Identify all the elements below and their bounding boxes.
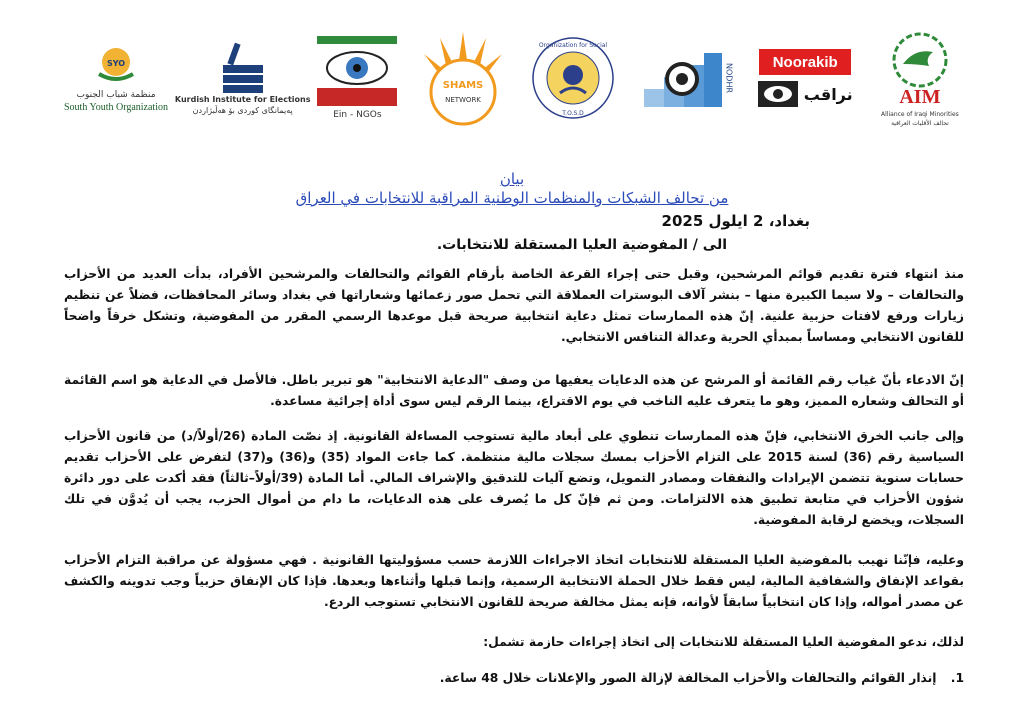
sun-icon [420,30,506,126]
kurdish-caption-ar: پەیمانگای کوردی بۆ هەڵبژاردن [192,106,293,115]
tosd-seal-icon [530,35,616,121]
nodhr-text: NODHR [724,62,734,93]
svg-text:T.O.S.D: T.O.S.D [562,110,584,117]
aim-caption: Alliance of Iraqi Minorities [881,110,959,118]
shams-network-logo [417,30,509,126]
nodhr-logo [637,49,741,107]
syo-emblem-icon [91,44,141,88]
statement-title: بيان [499,170,525,188]
aim-logo [870,30,970,127]
list-item [64,668,964,689]
kurdish-caption: Kurdish Institute for Elections [174,95,311,104]
ballot-box-icon [217,41,269,93]
kurdish-institute-logo [174,41,311,115]
ein-caption: Ein - NGOs [333,110,382,120]
addressee: الى / المفوضية العليا المستقلة للانتخابات. [436,237,727,253]
noorakib-banner [759,49,851,75]
list-item-text: إنذار القوائم والتحالفات والأحزاب المخالفة لإزالة الصور والإعلانات خلال 48 ساعة. [439,671,937,685]
logos-row [60,28,970,128]
eye-icon [758,81,798,107]
syo-caption-ar: منظمة شباب الجنوب [76,89,156,100]
paragraph-4: وعليه، فإنّنا نهيب بالمفوضية العليا المستقلة للانتخابات اتخاذ الاجراءات اللازمة حسب مسؤوليتها القانونية . فهي مسؤولة عن مراقبة التزام الأحزاب بقواعد الإنفاق والشفافية المالية، ليس فقط خلال الحملة الانتخابية الرسمية، وإنما قبلها وأثناءها وبعدها. فإذا كان الإنفاق حزبياً وجب تدوينه والكشف عن مصدر أمواله، وإذا كان انتخابياً سابقاً لأوانه، فإنه يمثل مخالفة صريحة للقانون الانتخابي تستوجب الردع. [64,553,964,609]
svg-text:SYO: SYO [106,58,126,68]
syo-logo [60,44,172,113]
dove-icon [885,30,955,92]
aim-caption-ar: تحالف الأقليات العراقية [891,119,949,127]
eye-globe-icon [317,36,397,108]
statement-subtitle: من تحالف الشبكات والمنظمات الوطنية المراقبة للانتخابات في العراق [295,189,729,207]
noorakib-text: Noorakib [772,53,838,71]
ein-network-logo [313,36,401,120]
paragraph-5: لذلك، ندعو المفوضية العليا المستقلة للانتخابات إلى اتخاذ إجراءات حازمة تشمل: [483,635,964,649]
svg-text:NETWORK: NETWORK [445,96,482,104]
tosd-logo [525,35,621,121]
magnifier-icon [644,49,722,107]
aim-logo-text: AIM [899,85,941,108]
noorakib-arabic: نراقب [803,84,853,104]
dateline: بغداد، 2 ايلول 2025 [661,212,810,230]
syo-caption: South Youth Organization [64,101,168,113]
paragraph-2: إنّ الادعاء بأنّ غياب رقم القائمة أو المرشح عن هذه الدعايات يعفيها من وصف "الدعاية الانتخابية" هو تبرير باطل. فالأصل في الدعاية هو اسم القائمة أو التحالف وشعاره المميز، وهو ما يتعرف عليه الناخب في يوم الاقتراع، بينما الرقم ليس سوى أداة إجرائية مساعدة. [64,373,964,408]
noorakib-bottom [758,81,853,107]
svg-text:Organization for Social: Organization for Social [538,42,607,49]
paragraph-1: منذ انتهاء فترة تقديم قوائم المرشحين، وقبل حتى إجراء القرعة الخاصة بأرقام القوائم والتحالفات والمرشحين الأفراد، بدأت العديد من الأحزاب والتحالفات – ولا سيما الكبيرة منها – بنشر آلاف البوسترات العملاقة التي تحمل صور زعمائها وشعاراتها في بغداد وسائر المحافظات، فضلاً عن تنظيم زيارات ورفع لافتات حزبية علنية. إنّ هذه الممارسات تمثل دعاية انتخابية صريحة قبل موعدها الرسمي المقرر من المفوضية، وتشكل خرقاً واضحاً للقانون الانتخابي ومساساً بمبدأي الحرية وعدالة التنافس الانتخابي. [64,267,964,344]
paragraph-3: وإلى جانب الخرق الانتخابي، فإنّ هذه الممارسات تنطوي على أبعاد مالية تستوجب المساءلة القانونية. إذ نصّت المادة (26/أولاً/د) من قانون الأحزاب السياسية رقم (36) لسنة 2015 على التزام الأحزاب بمسك سجلات مالية منتظمة. كما جاءت المواد (35) و(36) و(37) لتفرض على الأحزاب تقديم حسابات سنوية تتضمن الإيرادات والنفقات ومصادر التمويل، وتضع آليات للتدقيق والإشراف المالي. أما المادة (39/أولاً–ثالثاً) فقد أكدت على دور دائرة شؤون الأحزاب في متابعة تطبيق هذه الالتزامات. ومن ثم فإنّ كل ما يُصرف على هذه الدعايات، ما دام من أموال الحزب، يجب أن يُدوَّن في تلك السجلات، ويخضع لرقابة المفوضية. [64,429,964,527]
svg-text:SHAMS: SHAMS [442,80,484,91]
list-item-number: 1. [950,671,964,685]
noorakib-logo [756,49,854,107]
